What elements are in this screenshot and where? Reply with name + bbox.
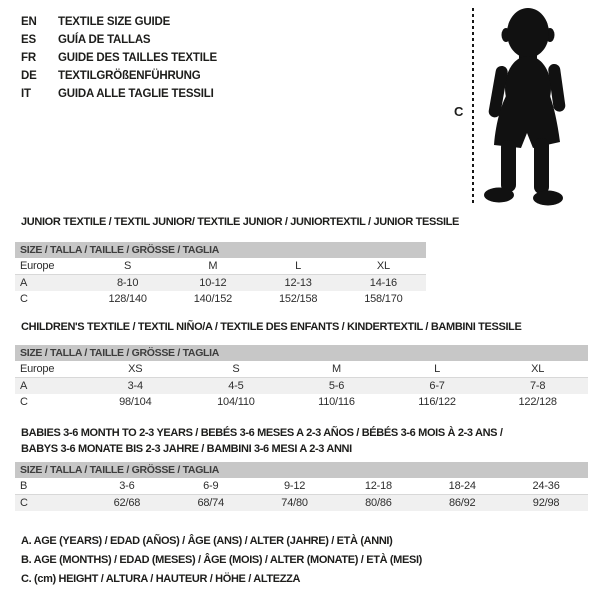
babies-size-table: [15, 462, 588, 511]
table-cell: 24-36: [532, 480, 560, 492]
table-cell: 6-7: [429, 380, 445, 392]
table-cell: L: [434, 363, 441, 375]
legend-line-a: A. AGE (YEARS) / EDAD (AÑOS) / ÂGE (ANS) / ALTER (JAHRE) / ETÀ (ANNI): [21, 535, 393, 547]
table-row-age: [15, 275, 426, 291]
row-label: C: [20, 497, 28, 509]
size-header-bar: SIZE / TALLA / TAILLE / GRÖSSE / TAGLIA: [15, 242, 426, 258]
junior-table-title: [21, 214, 459, 230]
table-cell: XL: [376, 260, 390, 272]
table-cell: 68/74: [197, 497, 224, 509]
table-cell: 140/152: [193, 293, 233, 305]
table-cell: 6-9: [203, 480, 219, 492]
measure-legend: [21, 532, 422, 589]
table-row-europe: [15, 258, 426, 275]
table-cell: 8-10: [117, 277, 139, 289]
table-cell: 122/128: [518, 396, 557, 408]
table-cell: S: [232, 363, 240, 375]
table-row-age: [15, 378, 588, 394]
language-code: DE: [21, 70, 37, 82]
children-size-table: [15, 345, 588, 410]
row-label: Europe: [20, 363, 55, 375]
table-cell: 104/110: [217, 396, 255, 408]
row-label: B: [20, 480, 28, 492]
height-measure-dotted-line: [472, 8, 474, 205]
language-label: GUIDE DES TAILLES TEXTILE: [58, 52, 217, 64]
table-cell: 74/80: [281, 497, 308, 509]
language-row: [21, 13, 217, 31]
table-row-height: [15, 394, 588, 410]
table-cell: 12-18: [364, 480, 392, 492]
language-code: EN: [21, 16, 37, 28]
size-header-bar: SIZE / TALLA / TAILLE / GRÖSSE / TAGLIA: [15, 462, 588, 478]
title-line: BABYS 3-6 MONATE BIS 2-3 JAHRE / BAMBINI 3-6 MESI A 2-3 ANNI: [21, 443, 352, 455]
table-cell: M: [208, 260, 218, 272]
table-cell: 152/158: [278, 293, 318, 305]
language-row: [21, 67, 217, 85]
table-row-europe: [15, 361, 588, 378]
babies-table-title: [21, 425, 503, 457]
table-cell: M: [332, 363, 341, 375]
table-cell: XL: [531, 363, 545, 375]
table-cell: 12-13: [284, 277, 312, 289]
language-list: [21, 13, 217, 103]
language-code: FR: [21, 52, 36, 64]
row-label: A: [20, 277, 28, 289]
baby-silhouette-icon: [481, 6, 573, 206]
row-label: C: [20, 396, 28, 408]
table-cell: 14-16: [369, 277, 397, 289]
table-cell: S: [124, 260, 132, 272]
language-label: GUIDA ALLE TAGLIE TESSILI: [58, 88, 214, 100]
table-cell: 158/170: [364, 293, 403, 305]
row-label: C: [20, 293, 28, 305]
table-cell: 5-6: [328, 380, 345, 392]
table-cell: 80/86: [365, 497, 392, 509]
language-label: TEXTILGRÖßENFÜHRUNG: [58, 70, 201, 82]
language-label: TEXTILE SIZE GUIDE: [58, 16, 171, 28]
legend-line-c: C. (cm) HEIGHT / ALTURA / HAUTEUR / HÖHE / ALTEZZA: [21, 573, 301, 585]
table-cell: 86/92: [448, 497, 476, 509]
language-label: GUÍA DE TALLAS: [58, 34, 151, 46]
table-cell: XS: [128, 363, 143, 375]
language-row: [21, 49, 217, 67]
table-cell: 116/122: [418, 396, 456, 408]
title-line: BABIES 3-6 MONTH TO 2-3 YEARS / BEBÉS 3-6 MESES A 2-3 AÑOS / BÉBÉS 3-6 MOIS À 2-3 ANS /: [21, 427, 503, 439]
table-row-height: [15, 291, 426, 307]
language-row: [21, 31, 217, 49]
title-line: CHILDREN'S TEXTILE / TEXTIL NIÑO/A / TEXTILE DES ENFANTS / KINDERTEXTIL / BAMBINI TESSILE: [21, 321, 522, 333]
table-cell: 110/116: [318, 396, 355, 408]
table-cell: 92/98: [532, 497, 560, 509]
table-cell: 7-8: [530, 380, 546, 392]
legend-line-b: B. AGE (MONTHS) / EDAD (MESES) / ÂGE (MOIS) / ALTER (MONATE) / ETÀ (MESI): [21, 554, 422, 566]
size-header-bar: SIZE / TALLA / TAILLE / GRÖSSE / TAGLIA: [15, 345, 588, 361]
table-row-age-months: [15, 478, 588, 495]
height-measure-label: C: [454, 104, 464, 119]
table-cell: 18-24: [448, 480, 476, 492]
table-cell: 9-12: [283, 480, 306, 492]
table-cell: 3-6: [119, 480, 135, 492]
title-line: JUNIOR TEXTILE / TEXTIL JUNIOR/ TEXTILE JUNIOR / JUNIORTEXTIL / JUNIOR TESSILE: [21, 216, 460, 228]
table-cell: L: [295, 260, 302, 272]
table-cell: 10-12: [199, 277, 227, 289]
table-cell: 4-5: [228, 380, 244, 392]
children-table-title: [21, 319, 522, 335]
junior-size-table: [15, 242, 426, 307]
table-row-height: [15, 495, 588, 511]
row-label: A: [20, 380, 28, 392]
table-cell: 98/104: [119, 396, 152, 408]
language-code: ES: [21, 34, 36, 46]
table-cell: 62/68: [113, 497, 141, 509]
table-cell: 128/140: [108, 293, 147, 305]
language-code: IT: [21, 88, 31, 100]
table-cell: 3-4: [127, 380, 143, 392]
row-label: Europe: [20, 260, 55, 272]
language-row: [21, 85, 217, 103]
